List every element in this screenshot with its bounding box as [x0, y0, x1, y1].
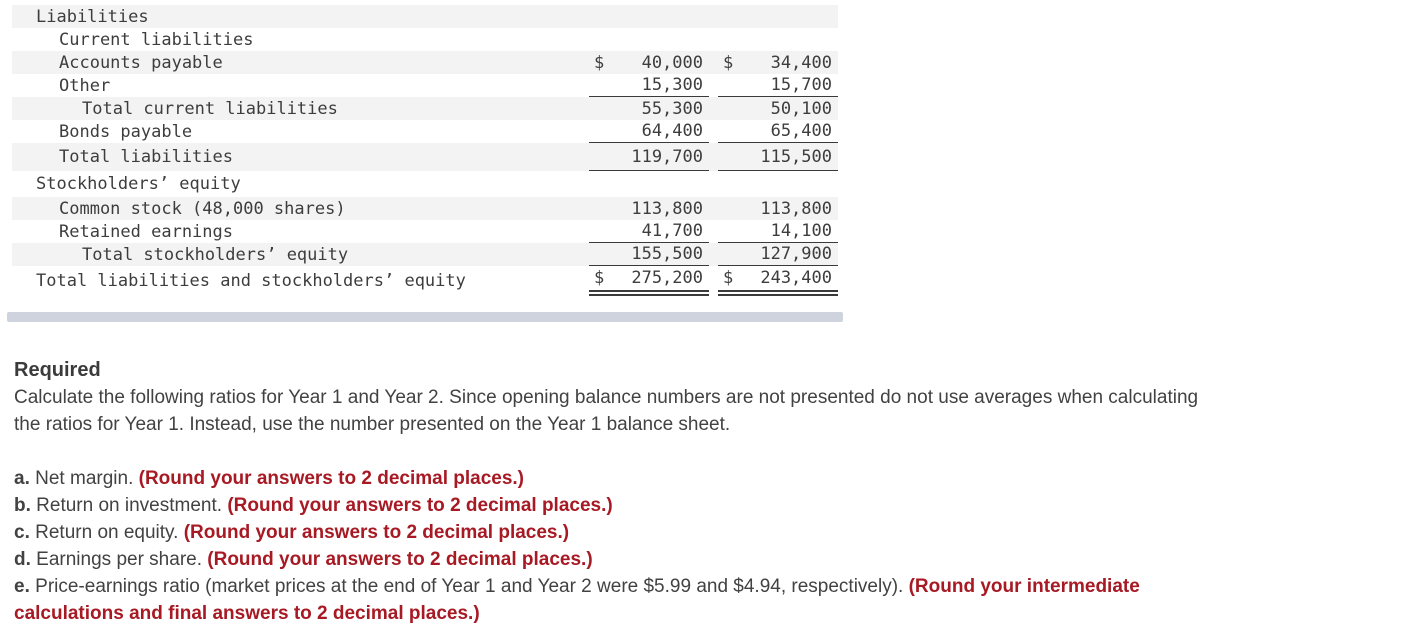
table-row: [12, 97, 838, 120]
required-list-item: [14, 546, 1219, 573]
item-letter: d.: [14, 549, 31, 570]
amount-year2: [589, 5, 709, 28]
row-label: Total current liabilities: [82, 98, 338, 119]
table-row: [12, 5, 838, 28]
required-list-item: [14, 465, 1219, 492]
amount-year1: [718, 5, 838, 28]
item-letter: e.: [14, 576, 30, 597]
amount-value: 14,100: [770, 221, 832, 241]
dollar-sign: $: [723, 52, 734, 73]
item-rounding-note: (Round your answers to 2 decimal places.): [207, 549, 593, 570]
required-section: [14, 357, 1400, 627]
table-row: [12, 197, 838, 220]
row-label: Total liabilities: [59, 147, 233, 167]
item-letter: c.: [14, 522, 30, 543]
required-list-item: [14, 492, 1219, 519]
row-label: Total liabilities and stockholders’ equity: [36, 271, 466, 291]
amount-year1: [718, 97, 838, 120]
amount-value: 119,700: [631, 146, 703, 167]
amount-value: 65,400: [770, 121, 832, 141]
amount-value: 115,500: [760, 146, 832, 167]
amount-value: 113,800: [760, 198, 832, 219]
table-row: [12, 243, 838, 266]
amount-year1: [718, 220, 838, 243]
table-row: [12, 74, 838, 97]
amount-year2: [589, 197, 709, 220]
table-row: [12, 171, 838, 197]
amount-value: 64,400: [641, 121, 703, 141]
amount-value: 155,500: [631, 244, 703, 264]
amount-year1: [718, 120, 838, 143]
amount-year2: [589, 171, 709, 197]
amount-value: 275,200: [631, 268, 703, 288]
table-row: [12, 220, 838, 243]
horizontal-scrollbar-thumb[interactable]: [7, 312, 843, 322]
item-text: Return on equity.: [35, 522, 179, 543]
item-rounding-note: (Round your intermediate calculations and final answers to 2 decimal places.): [14, 576, 1140, 624]
dollar-sign: $: [594, 52, 605, 73]
amount-year2: [589, 120, 709, 143]
amount-year2: [589, 74, 709, 97]
required-list-item: [14, 519, 1219, 546]
amount-year1: [718, 74, 838, 97]
item-letter: a.: [14, 468, 30, 489]
amount-year1: [718, 243, 838, 266]
row-label: Common stock (48,000 shares): [59, 198, 346, 219]
amount-value: 34,400: [770, 52, 832, 73]
amount-year2: [589, 143, 709, 171]
amount-year1: [718, 171, 838, 197]
balance-sheet-table: [12, 5, 838, 296]
item-text: Net margin.: [35, 468, 134, 489]
required-heading: Required: [14, 359, 101, 381]
row-label: Stockholders’ equity: [36, 174, 241, 194]
required-intro: Calculate the following ratios for Year 1 and Year 2. Since opening balance numbers are not presented do not use averages when calculating the ratios for Year 1. Instead, use the number presented on the Year 1 balance sheet.: [14, 387, 1199, 435]
item-rounding-note: (Round your answers to 2 decimal places.): [227, 495, 613, 516]
required-list-item: [14, 573, 1219, 627]
amount-value: 55,300: [641, 98, 703, 119]
item-text: Earnings per share.: [36, 549, 202, 570]
amount-year1: [718, 51, 838, 74]
row-label: Current liabilities: [59, 29, 254, 50]
amount-value: 127,900: [760, 244, 832, 264]
amount-value: 243,400: [760, 268, 832, 288]
table-row: [12, 51, 838, 74]
row-label: Other: [59, 75, 111, 96]
item-letter: b.: [14, 495, 31, 516]
amount-year2: [589, 266, 709, 296]
amount-year2: [589, 51, 709, 74]
table-row: [12, 120, 838, 143]
dollar-sign: $: [594, 268, 605, 288]
amount-year1: [718, 143, 838, 171]
amount-year1: [718, 197, 838, 220]
item-text: Return on investment.: [36, 495, 223, 516]
row-label: Retained earnings: [59, 221, 233, 242]
amount-value: 113,800: [631, 198, 703, 219]
amount-value: 40,000: [641, 52, 703, 73]
amount-year2: [589, 243, 709, 266]
row-label: Liabilities: [36, 6, 149, 27]
amount-value: 41,700: [641, 221, 703, 241]
item-rounding-note: (Round your answers to 2 decimal places.): [183, 522, 570, 543]
amount-value: 15,700: [770, 75, 832, 95]
amount-year2: [589, 28, 709, 51]
table-row: [12, 266, 838, 296]
amount-value: 50,100: [770, 98, 832, 119]
amount-year2: [589, 97, 709, 120]
row-label: Total stockholders’ equity: [82, 244, 349, 265]
row-label: Accounts payable: [59, 52, 223, 73]
dollar-sign: $: [723, 268, 734, 288]
row-label: Bonds payable: [59, 121, 193, 142]
amount-value: 15,300: [641, 75, 703, 95]
amount-year2: [589, 220, 709, 243]
amount-year1: [718, 266, 838, 296]
table-row: [12, 28, 838, 51]
balance-sheet-panel: [12, 5, 838, 322]
amount-year1: [718, 28, 838, 51]
item-text: Price-earnings ratio (market prices at the end of Year 1 and Year 2 were $5.99 and $4.94, respectively).: [35, 576, 904, 597]
item-rounding-note: (Round your answers to 2 decimal places.): [138, 468, 525, 489]
required-list: [14, 465, 1219, 627]
table-row: [12, 143, 838, 171]
